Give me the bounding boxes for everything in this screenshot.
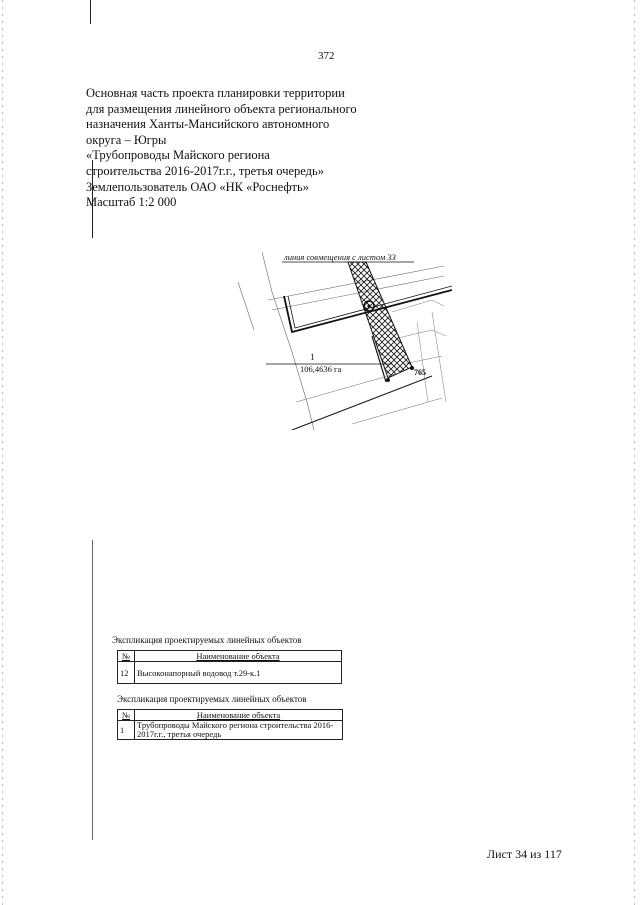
left-edge-scan-dots	[2, 0, 3, 905]
header-line: назначения Ханты-Мансийского автономного	[86, 117, 330, 132]
header-line: Землепользователь ОАО «НК «Роснефть»	[86, 179, 309, 194]
table2-caption: Экспликация проектируемых линейных объектов	[117, 694, 307, 704]
right-edge-scan-dots	[634, 0, 635, 905]
header-line: округа – Югры	[86, 132, 167, 147]
site-plan-drawing	[232, 252, 452, 430]
boundary-line	[296, 372, 402, 402]
column-header-number: №	[118, 710, 135, 721]
header-line: для размещения линейного объекта регионального	[86, 101, 357, 116]
boundary-line	[432, 312, 446, 402]
scale-line: Масштаб 1:2 000	[86, 195, 177, 210]
row-object-name: Трубопроводы Майского региона строительства 2016-2017г.г., третья очередь	[135, 721, 343, 740]
boundary-line	[262, 252, 314, 430]
explication-table-2	[117, 709, 343, 740]
table-row	[118, 662, 342, 684]
boundary-line	[292, 376, 432, 430]
well-symbol-center	[367, 304, 370, 307]
explication-table-1	[117, 650, 342, 684]
sheet-counter: Лист 34 из 117	[487, 847, 562, 861]
table-row	[118, 721, 343, 740]
row-number: 12	[118, 662, 135, 684]
row-object-name: Высоконапорный водовод т.29-к.1	[135, 662, 342, 684]
boundary-line	[417, 322, 428, 402]
boundary-line	[392, 300, 444, 312]
header-line: «Трубопроводы Майского региона	[86, 148, 270, 163]
point-label: 765	[414, 368, 426, 377]
header-line: строительства 2016-2017г.г., третья очередь»	[86, 163, 324, 178]
table-header-row	[118, 710, 343, 721]
match-line-label: линия совмещения с листом 33	[284, 252, 396, 262]
boundary-line	[398, 330, 446, 338]
boundary-line	[238, 282, 254, 330]
table1-caption: Экспликация проектируемых линейных объектов	[112, 635, 302, 645]
document-header	[86, 86, 357, 211]
parcel-number: 1	[310, 352, 315, 362]
parcel-area: 106,4636 га	[300, 364, 342, 374]
site-plan-map	[232, 252, 452, 430]
column-header-name: Наименование объекта	[135, 710, 343, 721]
column-header-number: №	[118, 651, 135, 662]
table-margin-line	[92, 540, 93, 840]
page-number: 372	[318, 50, 335, 62]
top-margin-line	[90, 0, 91, 24]
table-header-row	[118, 651, 342, 662]
header-line: Основная часть проекта планировки территории	[86, 86, 345, 100]
row-number: 1	[118, 721, 135, 740]
column-header-name: Наименование объекта	[135, 651, 342, 662]
survey-point	[386, 378, 390, 382]
